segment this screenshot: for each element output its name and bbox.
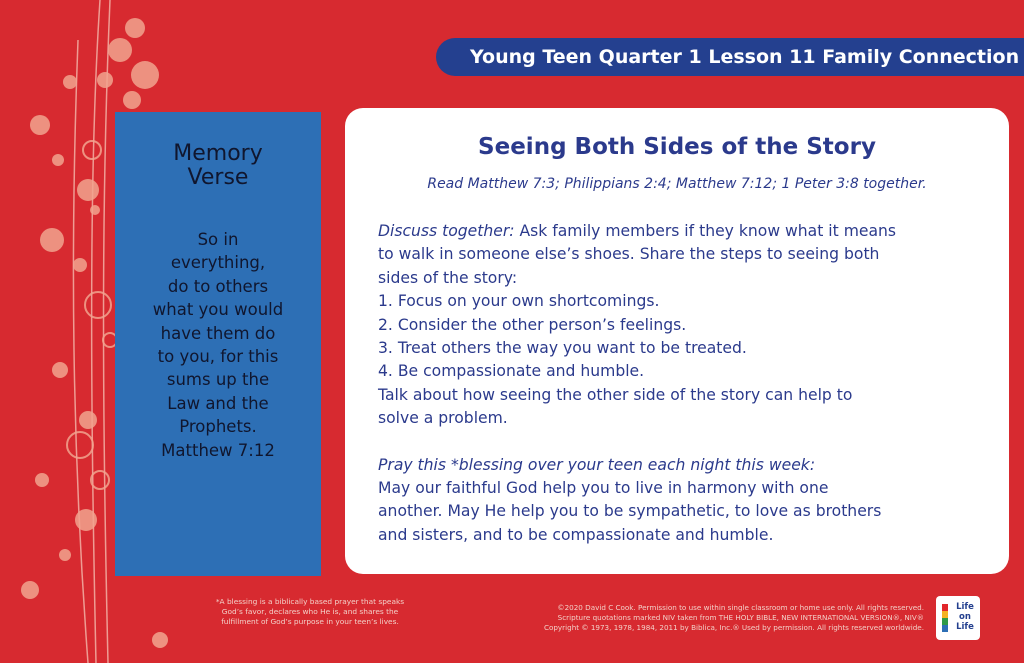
verse-line: Prophets.: [179, 417, 257, 437]
talk-line: Talk about how seeing the other side of the story can help to: [378, 385, 853, 404]
blessing-footnote: [196, 597, 424, 627]
spacer: [378, 431, 988, 454]
header-banner: [436, 38, 1024, 76]
copyright-line: ©2020 David C Cook. Permission to use within single classroom or home use only. All rights reserved.: [557, 603, 924, 612]
memory-verse-heading: [115, 142, 321, 190]
discuss-line: sides of the story:: [378, 268, 518, 287]
card-body: [378, 220, 988, 547]
step-item: 1. Focus on your own shortcomings.: [378, 292, 660, 311]
step-item: 4. Be compassionate and humble.: [378, 362, 645, 381]
logo-bar: [942, 611, 948, 618]
logo-bar: [942, 625, 948, 632]
talk-line: solve a problem.: [378, 409, 508, 428]
logo-bar: [942, 618, 948, 625]
memory-verse-panel: [115, 112, 321, 576]
discuss-text: Ask family members if they know what it means: [514, 222, 897, 240]
life-on-life-logo: [936, 596, 980, 640]
pray-line: May our faithful God help you to live in harmony with one: [378, 479, 829, 498]
step-item: 2. Consider the other person’s feelings.: [378, 315, 687, 334]
verse-line: So in: [197, 230, 239, 249]
verse-line: what you would: [152, 300, 284, 320]
step-item: 3. Treat others the way you want to be treated.: [378, 339, 747, 358]
pray-label-text: Pray this *blessing over your teen each night this week:: [378, 455, 816, 474]
logo-text-line: Life: [956, 622, 974, 632]
logo-color-bars: [942, 604, 948, 632]
discuss-line: [378, 220, 988, 243]
discuss-label: Discuss together:: [378, 222, 515, 240]
copyright-line: Copyright © 1973, 1978, 1984, 2011 by Biblica, Inc.® Used by permission. All rights reserved worldwide.: [543, 623, 924, 632]
verse-line: to you, for this: [157, 347, 279, 367]
pray-line: another. May He help you to be sympathetic, to love as brothers: [378, 502, 882, 521]
footnote-line: fulfillment of God’s purpose in your teen’s lives.: [221, 617, 399, 626]
verse-line: do to others: [167, 276, 269, 296]
logo-text-line: on: [959, 612, 971, 622]
header-title: Young Teen Quarter 1 Lesson 11 Family Connection: [470, 46, 1020, 68]
verse-line: everything,: [170, 253, 266, 273]
memory-verse-heading-line: Verse: [187, 165, 249, 190]
verse-line: Law and the: [167, 393, 269, 413]
logo-text: [951, 602, 979, 632]
card-title: Seeing Both Sides of the Story: [478, 134, 876, 160]
logo-text-line: Life: [956, 602, 974, 612]
copyright-notice: [420, 603, 924, 633]
lesson-card: [345, 108, 1009, 574]
verse-reference: Matthew 7:12: [161, 440, 275, 460]
read-scripture-line: Read Matthew 7:3; Philippians 2:4; Matthew 7:12; 1 Peter 3:8 together.: [427, 176, 927, 192]
pray-label: [378, 454, 988, 477]
verse-line: sums up the: [166, 370, 270, 390]
memory-verse-text: [115, 228, 321, 462]
pray-line: and sisters, and to be compassionate and humble.: [378, 525, 774, 544]
verse-line: have them do: [160, 323, 276, 343]
footnote-line: God’s favor, declares who He is, and shares the: [221, 607, 399, 616]
logo-bar: [942, 604, 948, 611]
copyright-line: Scripture quotations marked NIV taken from THE HOLY BIBLE, NEW INTERNATIONAL VERSION®, NIV®: [557, 613, 924, 622]
discuss-line: to walk in someone else’s shoes. Share the steps to seeing both: [378, 245, 880, 264]
footnote-line: *A blessing is a biblically based prayer that speaks: [215, 597, 405, 606]
memory-verse-heading-line: Memory: [173, 141, 263, 166]
